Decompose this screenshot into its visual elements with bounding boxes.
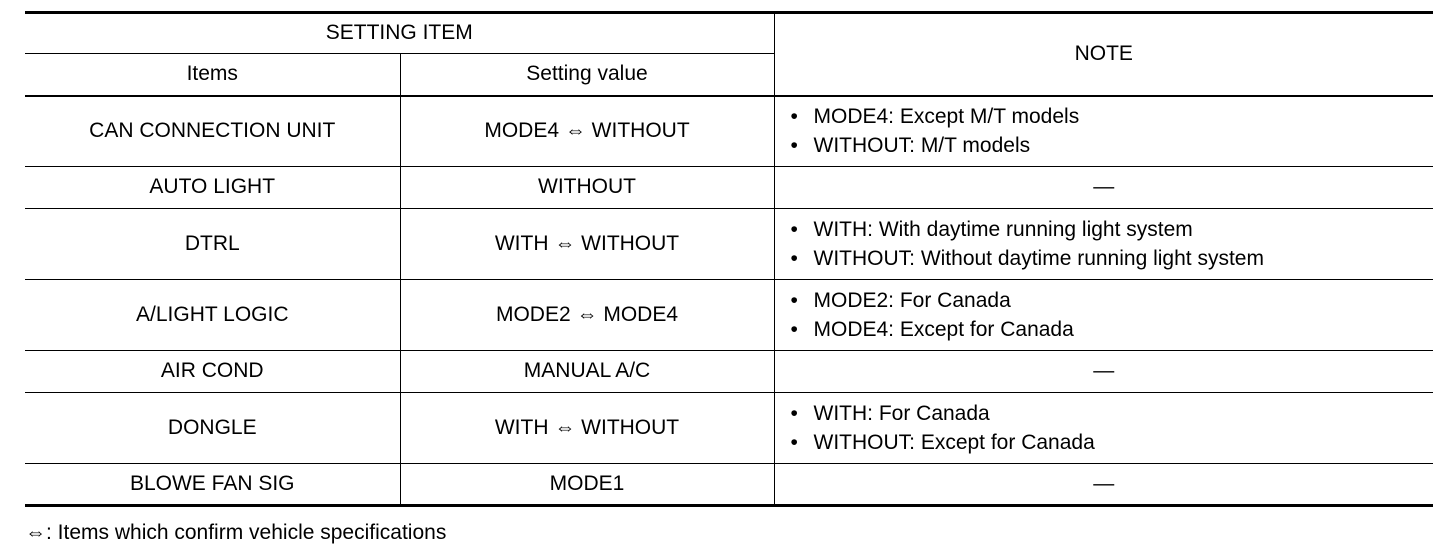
note-cell [774,209,1433,280]
item-cell: CAN CONNECTION UNIT [25,96,400,167]
bullet: • [790,105,798,129]
note-list [789,399,1434,457]
note-text: MODE4: Except M/T models [813,105,1080,129]
item-cell: A/LIGHT LOGIC [25,280,400,351]
note-item [789,102,1434,131]
note-text: WITH: With daytime running light system [813,218,1193,241]
item-cell: DTRL [25,209,400,280]
item-cell: AIR COND [25,351,400,393]
setting-item-header: SETTING ITEM [25,13,774,54]
note-text: WITHOUT: Without daytime running light system [813,247,1264,270]
note-text: MODE2: For Canada [813,289,1011,312]
note-text: WITHOUT: Except for Canada [813,431,1095,454]
note-cell [774,96,1433,167]
note-dash: — [774,351,1433,393]
note-list [789,286,1434,344]
setting-value-cell: WITHOUT [400,167,774,209]
note-text: WITHOUT: M/T models [813,134,1031,158]
bullet: • [790,402,798,425]
table-row [25,96,1433,167]
setting-value-header: Setting value [400,54,774,96]
table-row [25,167,1433,209]
setting-value-cell: MANUAL A/C [400,351,774,393]
note-text: MODE4: Except for Canada [813,318,1074,341]
table-row [25,393,1433,464]
note-item [789,131,1434,160]
setting-value-cell: MODE1 [400,464,774,506]
table-row [25,351,1433,393]
note-item [789,315,1434,344]
bullet: • [790,289,798,312]
bullet: • [790,431,798,454]
note-item [789,215,1434,244]
note-list [789,215,1434,273]
bullet: • [790,318,798,341]
bullet: • [790,134,798,158]
setting-value-cell: WITH ⇔ WITHOUT [400,209,774,280]
setting-item-table [25,11,1433,507]
footnote: ⇔: Items which confirm vehicle specifications [25,521,447,544]
note-item [789,399,1434,428]
setting-value-cell: MODE2 ⇔ MODE4 [400,280,774,351]
note-item [789,428,1434,457]
item-cell: BLOWE FAN SIG [25,464,400,506]
item-cell: DONGLE [25,393,400,464]
table-row [25,464,1433,506]
note-dash: — [774,464,1433,506]
note-dash: — [774,167,1433,209]
setting-value-cell: MODE4 ⇔ WITHOUT [400,96,774,167]
note-cell [774,280,1433,351]
bullet: • [790,218,798,241]
note-item [789,286,1434,315]
bullet: • [790,247,798,270]
setting-value-cell: WITH ⇔ WITHOUT [400,393,774,464]
table-row [25,209,1433,280]
note-text: WITH: For Canada [813,402,990,425]
items-header: Items [25,54,400,96]
note-header: NOTE [774,13,1433,96]
item-cell: AUTO LIGHT [25,167,400,209]
note-cell [774,393,1433,464]
table-row [25,280,1433,351]
note-list [789,102,1434,160]
note-item [789,244,1434,273]
